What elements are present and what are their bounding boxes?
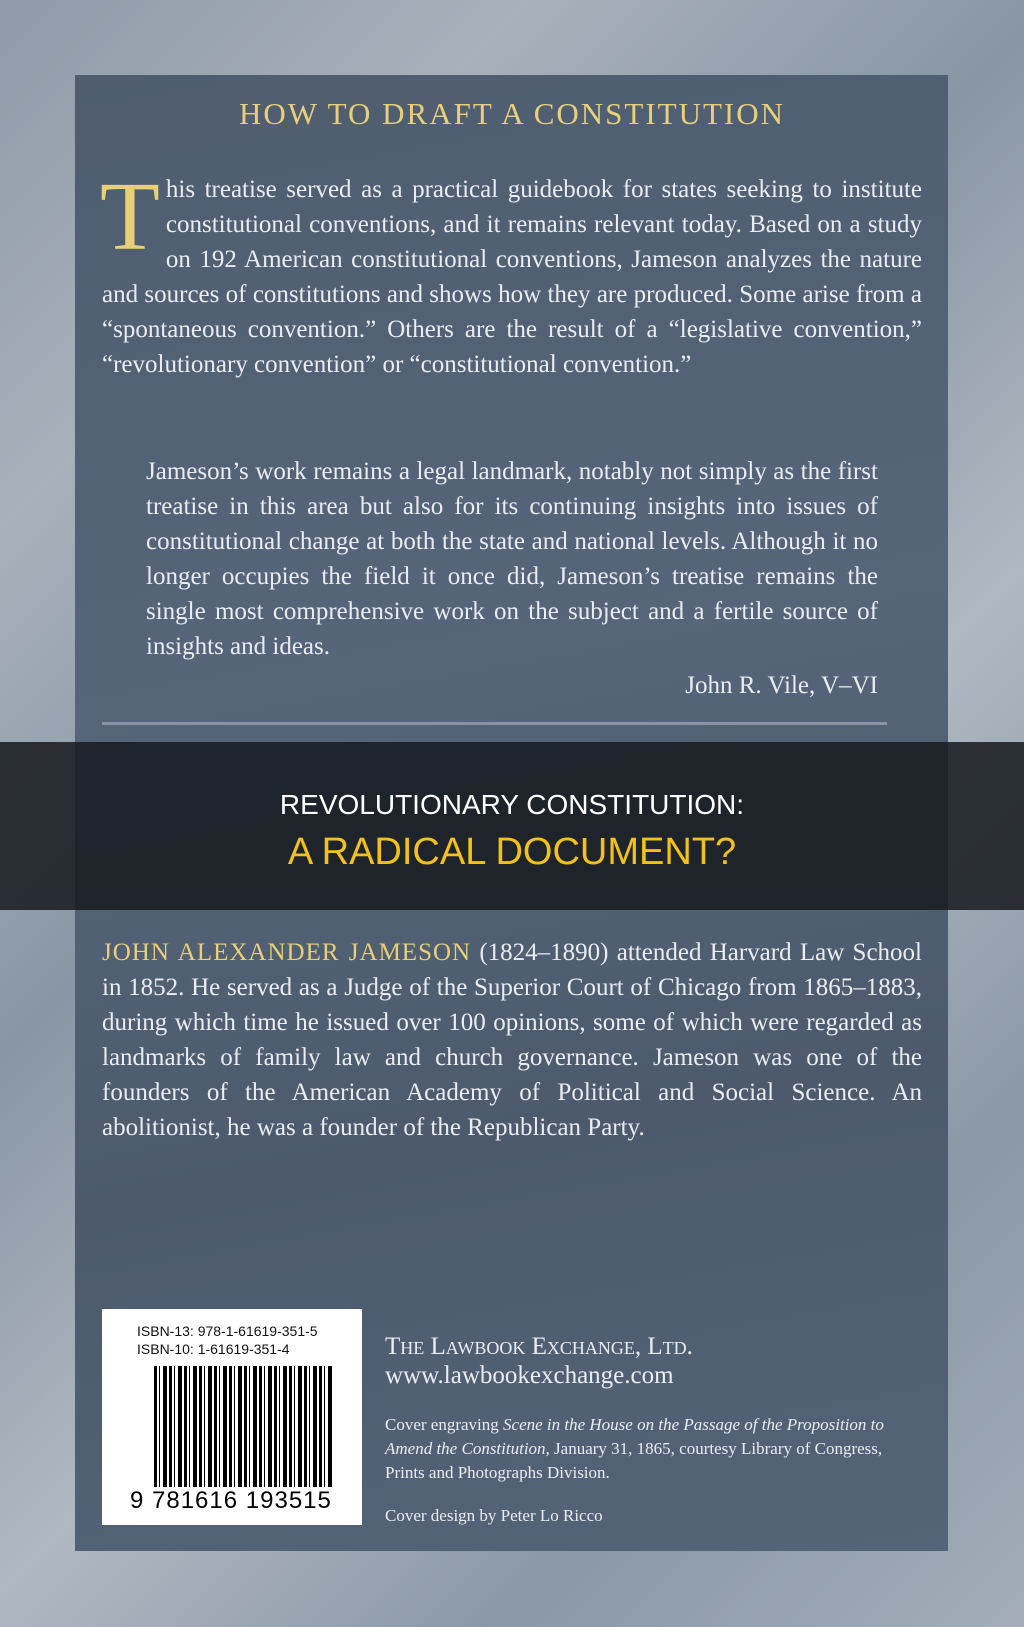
review-quote: Jameson’s work remains a legal landmark, notably not simply as the first treatise in this area but also for its continuing insights into issues of constitutional change at both the state and national levels. Although it no longer occupies the field it once did, Jameson’s treatise remains the single most comprehensive work on the subject and a fertile source of insights and ideas. <box>146 458 878 660</box>
publisher-url: www.lawbookexchange.com <box>385 1362 674 1389</box>
author-bio <box>102 935 922 1145</box>
design-credit: Cover design by Peter Lo Ricco <box>385 1506 603 1525</box>
publisher-name: The Lawbook Exchange, Ltd. <box>385 1333 693 1360</box>
isbn-13: ISBN-13: 978-1-61619-351-5 <box>137 1323 318 1339</box>
cover-credit <box>385 1413 925 1485</box>
quote-attribution: John R. Vile, V–VI <box>685 672 878 699</box>
overlay-title-line2: A RADICAL DOCUMENT? <box>287 831 737 873</box>
isbn-barcode-box <box>102 1309 362 1525</box>
intro-text: his treatise served as a practical guidebook for states seeking to institute constitutional conventions, and it remains relevant today. Based on a study on 192 American constitutional conventions, Jameson analyzes the nature and sources of constitutions and shows how they are produced. Some arise from a “spontaneous convention.” Others are the result of a “legislative convention,” “revolutionary convention” or “constitutional convention.” <box>102 176 922 378</box>
credit-rest: January 31, 1865, courtesy Library of Congress, Prints and Photographs Division. <box>385 1439 883 1482</box>
drop-cap: T <box>100 163 160 271</box>
intro-paragraph <box>100 163 922 382</box>
divider <box>102 722 887 725</box>
cover-heading: HOW TO DRAFT A CONSTITUTION <box>238 96 786 131</box>
bio-text: (1824–1890) attended Harvard Law School in 1852. He served as a Judge of the Superior Court of Chicago from 1865–1883, during which time he issued over 100 opinions, some of which were regarded as landmarks of family law and church governance. Jameson was one of the founders of the American Academy of Political and Social Science. An abolitionist, he was a founder of the Republican Party. <box>102 939 922 1141</box>
overlay-title-line1: REVOLUTIONARY CONSTITUTION: <box>279 789 745 820</box>
author-name: JOHN ALEXANDER JAMESON <box>102 939 472 966</box>
credit-prefix: Cover engraving <box>385 1415 504 1434</box>
barcode-number: 9 781616 193515 <box>130 1487 332 1514</box>
barcode <box>154 1366 334 1491</box>
title-overlay-band <box>0 742 1024 910</box>
isbn-10: ISBN-10: 1-61619-351-4 <box>137 1341 290 1357</box>
credit-title: Scene in the House on the Passage of the Proposition to Amend the Constitution, <box>385 1415 884 1458</box>
